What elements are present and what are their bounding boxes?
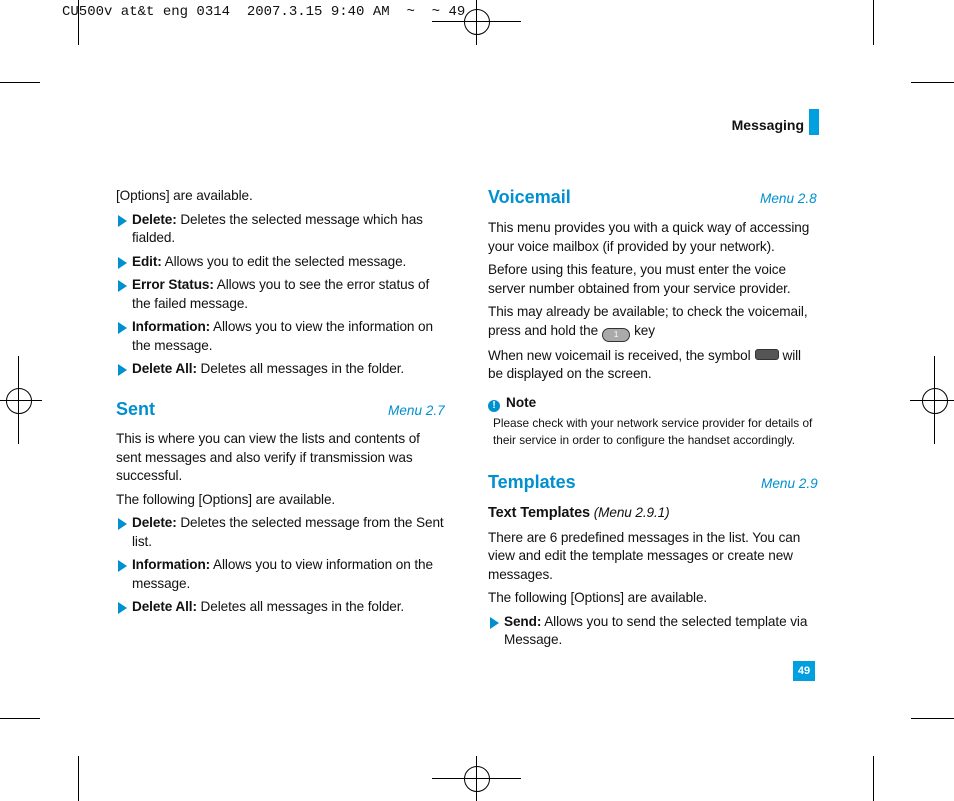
info-icon: !: [488, 400, 500, 412]
templates-body: [488, 504, 818, 650]
list-item: Delete All: Deletes all messages in the folder.: [116, 360, 446, 379]
voicemail-body: [488, 219, 818, 384]
voicemail-paragraph: This menu provides you with a quick way of accessing your voice mailbox (if provided by your network).: [488, 220, 810, 254]
voicemail-symbol-icon: [755, 349, 779, 360]
sent-heading: Sent: [116, 399, 156, 419]
templates-options-intro: The following [Options] are available.: [488, 590, 708, 605]
crop-mark: [911, 82, 954, 83]
page-number: 49: [793, 661, 815, 681]
voicemail-heading: Voicemail: [488, 187, 571, 207]
note-box: [488, 395, 818, 449]
list-item: Send: Allows you to send the selected template via Message.: [488, 613, 818, 650]
note-body: Please check with your network service provider for details of their service in order to configure the handset accordingly.: [493, 416, 813, 447]
sent-paragraph: This is where you can view the lists and contents of sent messages and also verify if transmission was successful.: [116, 431, 420, 483]
crop-mark: [911, 718, 954, 719]
left-column: [116, 187, 446, 379]
list-item: Information: Allows you to view information on the message.: [116, 556, 446, 593]
registration-circle: [464, 9, 490, 35]
options-list: [116, 211, 446, 379]
sent-options-intro: The following [Options] are available.: [116, 491, 336, 507]
crop-mark: [78, 756, 79, 801]
text-templates-subheading: Text Templates (Menu 2.9.1): [488, 505, 670, 521]
voicemail-paragraph: This may already be available; to check the voicemail, press and hold the 1 key: [488, 303, 818, 342]
templates-heading: Templates: [488, 472, 576, 492]
list-item: Error Status: Allows you to see the error status of the failed message.: [116, 276, 446, 313]
crop-mark: [873, 756, 874, 801]
templates-menu-number: Menu 2.9: [761, 476, 818, 491]
registration-circle: [464, 766, 490, 792]
list-item: Delete All: Deletes all messages in the folder.: [116, 598, 446, 617]
list-item: Information: Allows you to view the information on the message.: [116, 318, 446, 355]
note-title: Note: [506, 395, 537, 410]
voicemail-paragraph: When new voicemail is received, the symbol will be displayed on the screen.: [488, 347, 801, 381]
sent-menu-number: Menu 2.7: [388, 403, 445, 418]
running-head: Messaging: [731, 117, 804, 133]
registration-circle: [6, 388, 32, 414]
section-tab: [809, 109, 819, 135]
templates-paragraph: There are 6 predefined messages in the list. You can view and edit the template messages or create new messages.: [488, 529, 801, 582]
list-item: Edit: Allows you to edit the selected message.: [116, 253, 446, 272]
crop-mark: [0, 718, 40, 719]
registration-circle: [922, 388, 948, 414]
voicemail-key-icon: 1: [602, 328, 630, 342]
print-header: CU500v at&t eng 0314 2007.3.15 9:40 AM ~ ~ 49: [62, 4, 466, 20]
sent-body: [116, 430, 446, 617]
voicemail-menu-number: Menu 2.8: [760, 191, 817, 206]
options-intro: [Options] are available.: [116, 188, 253, 203]
list-item: Delete: Deletes the selected message from the Sent list.: [116, 514, 446, 551]
crop-mark: [0, 82, 40, 83]
voicemail-paragraph: Before using this feature, you must enter the voice server number obtained from your service provider.: [488, 262, 791, 296]
crop-mark: [873, 0, 874, 45]
list-item: Delete: Deletes the selected message which has fialded.: [116, 211, 446, 248]
